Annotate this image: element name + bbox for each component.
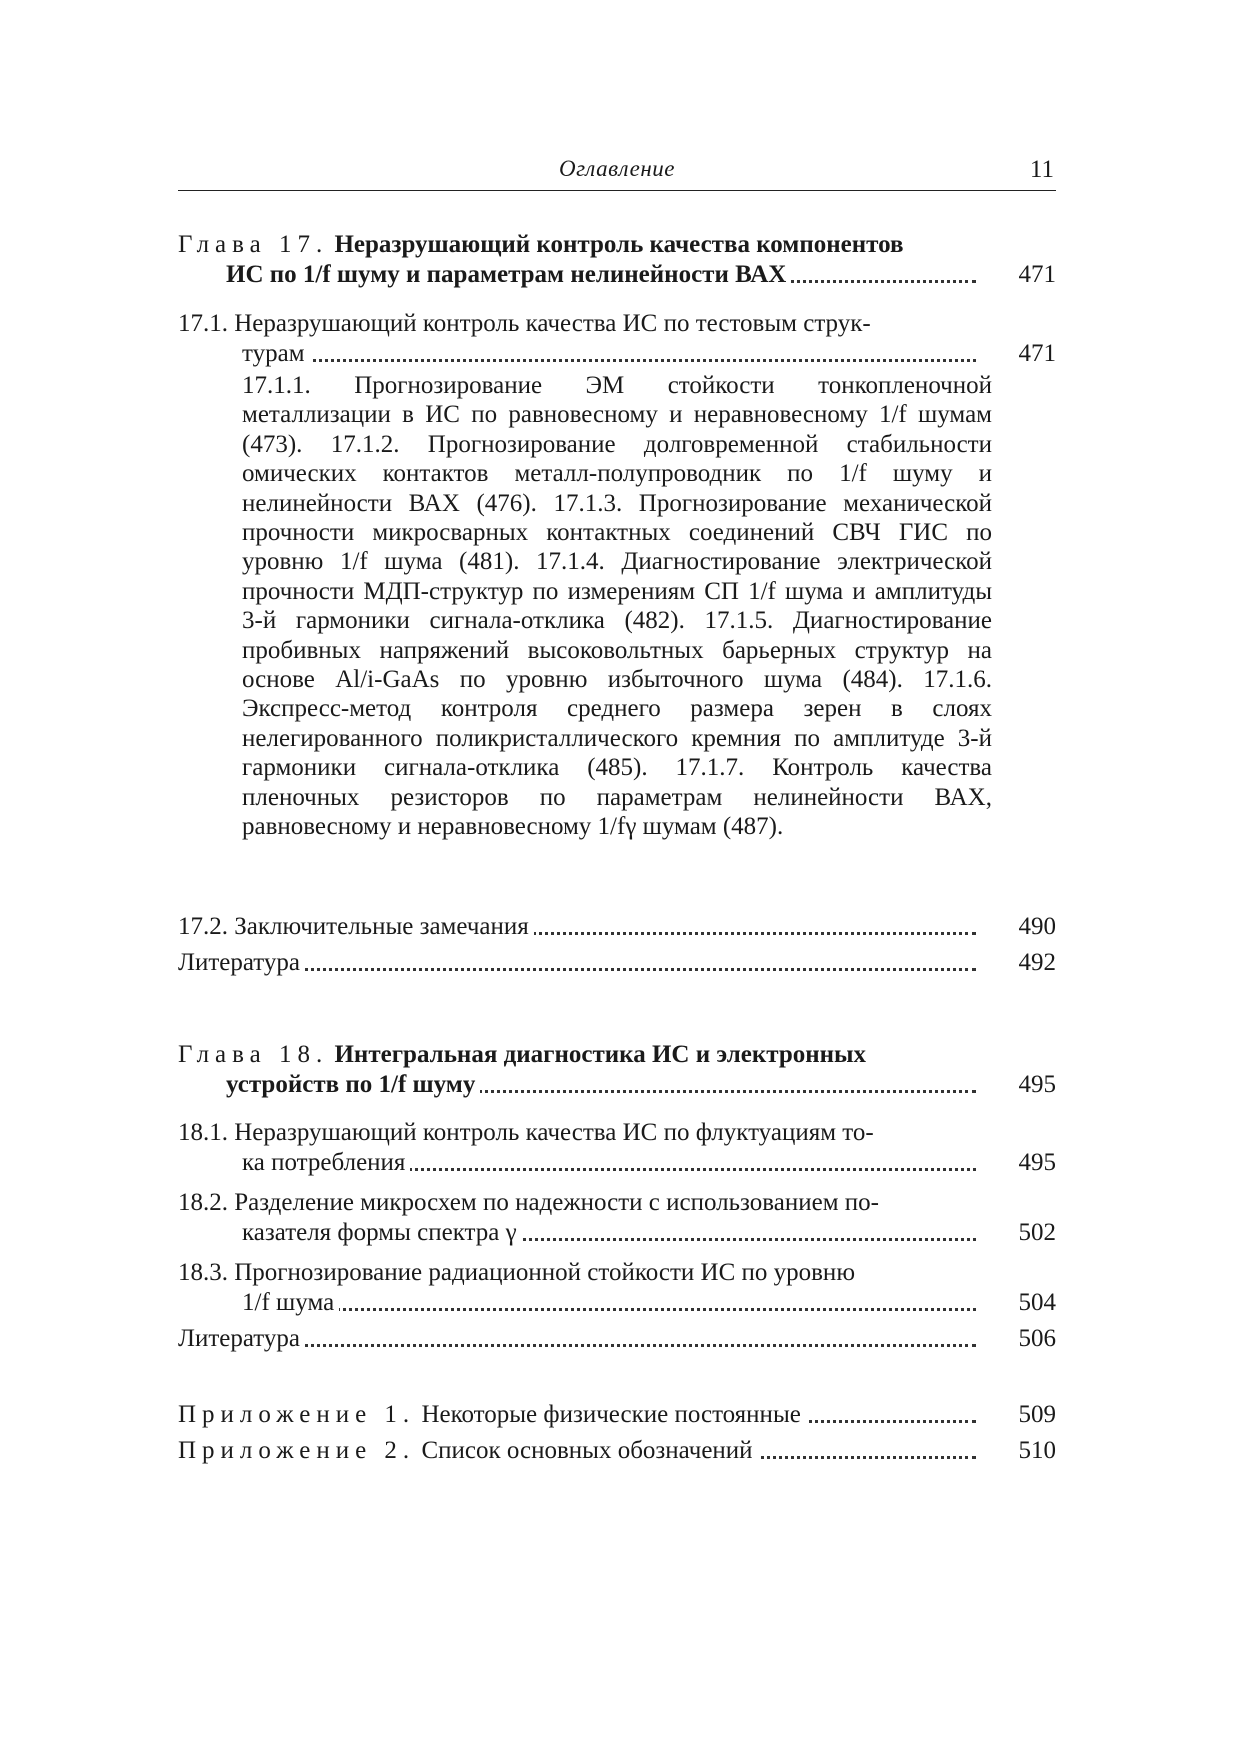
chapter-18-heading-line1: [178, 1040, 998, 1070]
appendix-1-label: Приложение 1.: [178, 1401, 416, 1428]
section-18-2-title-line1: Разделение микросхем по надежности с использованием по-: [234, 1189, 879, 1216]
chapter-17-title-line1: Неразрушающий контроль качества компонентов: [334, 231, 904, 258]
section-18-1-line2[interactable]: [242, 1148, 1056, 1178]
section-17-2[interactable]: [178, 912, 1056, 942]
chapter-18-heading-line2[interactable]: [226, 1070, 1056, 1100]
page-number: 11: [1029, 156, 1054, 183]
section-17-1-title-line2: турам: [242, 340, 310, 367]
section-18-3-line1[interactable]: [178, 1258, 1058, 1288]
running-title: Оглавление: [558, 156, 675, 181]
chapter-17-label: Глава 17.: [178, 231, 329, 258]
appendix-1[interactable]: [178, 1400, 1056, 1430]
section-18-2-title-line2: казателя формы спектра γ: [242, 1219, 522, 1246]
chapter-17-heading-line1: [178, 230, 998, 260]
section-17-1-subsections: 17.1.1. Прогнозирование ЭМ стойкости тонкопленочной металлизации в ИС по равновесному и неравновесному 1/f шумам (473). 17.1.2. Прогнозирование долговременной стабильности омических контактов металл-полупроводник по 1/f шуму и нелинейности ВАХ (476). 17.1.3. Прогнозирование механической прочности микросварных контактных соединений СВЧ ГИС по уровню 1/f шума (481). 17.1.4. Диагностирование электрической прочности МДП-структур по измерениям СП 1/f шума и амплитуды 3-й гармоники сигнала-отклика (482). 17.1.5. Диагностирование пробивных напряжений высоковольтных барьерных структур на основе Al/i-GaAs по уровню избыточного шума (484). 17.1.6. Экспресс-метод контроля среднего размера зерен в слоях нелегированного поликристаллического кремния по амплитуде 3-й гармоники сигнала-отклика (485). 17.1.7. Контроль качества пленочных резисторов по параметрам нелинейности ВАХ, равновесному и неравновесному 1/fγ шумам (487).: [242, 372, 992, 841]
appendix-2-title: Список основных обозначений: [421, 1437, 753, 1464]
section-18-3-number: 18.3.: [178, 1259, 228, 1286]
chapter-18-title-line2: устройств по 1/f шуму: [226, 1071, 480, 1098]
chapter-17-references-page: 492: [1011, 948, 1057, 978]
section-17-2-page: 490: [1011, 912, 1057, 942]
section-17-1-line2[interactable]: [242, 339, 1056, 369]
chapter-18-title-line1: Интегральная диагностика ИС и электронных: [334, 1041, 867, 1068]
section-17-1-line1[interactable]: [178, 309, 1058, 339]
section-18-1-title-line1: Неразрушающий контроль качества ИС по флуктуациям то-: [234, 1119, 874, 1146]
section-18-2-number: 18.2.: [178, 1189, 228, 1216]
chapter-17-references[interactable]: [178, 948, 1056, 978]
section-17-1-title-line1: Неразрушающий контроль качества ИС по тестовым струк-: [234, 310, 871, 337]
chapter-18-references-title: Литература: [178, 1325, 305, 1352]
section-18-1-line1[interactable]: [178, 1118, 1058, 1148]
chapter-18-page: 495: [1011, 1070, 1057, 1100]
section-17-2-title: Заключительные замечания: [234, 913, 529, 940]
chapter-18-references[interactable]: [178, 1324, 1056, 1354]
section-18-3-page: 504: [1011, 1288, 1057, 1318]
section-17-2-number: 17.2.: [178, 913, 228, 940]
appendix-1-page: 509: [1011, 1400, 1057, 1430]
section-18-2-line2[interactable]: [242, 1218, 1056, 1248]
appendix-2[interactable]: [178, 1436, 1056, 1466]
section-18-1-page: 495: [1011, 1148, 1057, 1178]
section-18-2-page: 502: [1011, 1218, 1057, 1248]
chapter-18-label: Глава 18.: [178, 1041, 329, 1068]
section-18-1-title-line2: ка потребления: [242, 1149, 410, 1176]
chapter-18-references-page: 506: [1011, 1324, 1057, 1354]
chapter-17-references-title: Литература: [178, 949, 305, 976]
chapter-17-title-line2: ИС по 1/f шуму и параметрам нелинейности ВАХ: [226, 261, 791, 288]
section-17-1-number: 17.1.: [178, 310, 228, 337]
appendix-1-title: Некоторые физические постоянные: [421, 1401, 801, 1428]
section-18-1-number: 18.1.: [178, 1119, 228, 1146]
running-header: [178, 156, 1056, 191]
section-18-3-line2[interactable]: [242, 1288, 1056, 1318]
chapter-17-page: 471: [1011, 260, 1057, 290]
section-18-3-title-line2: 1/f шума: [242, 1289, 339, 1316]
appendix-2-label: Приложение 2.: [178, 1437, 416, 1464]
section-18-3-title-line1: Прогнозирование радиационной стойкости ИС по уровню: [234, 1259, 855, 1286]
section-17-1-page: 471: [1011, 339, 1057, 369]
appendix-2-page: 510: [1011, 1436, 1057, 1466]
chapter-17-heading-line2[interactable]: [226, 260, 1056, 290]
section-18-2-line1[interactable]: [178, 1188, 1058, 1218]
